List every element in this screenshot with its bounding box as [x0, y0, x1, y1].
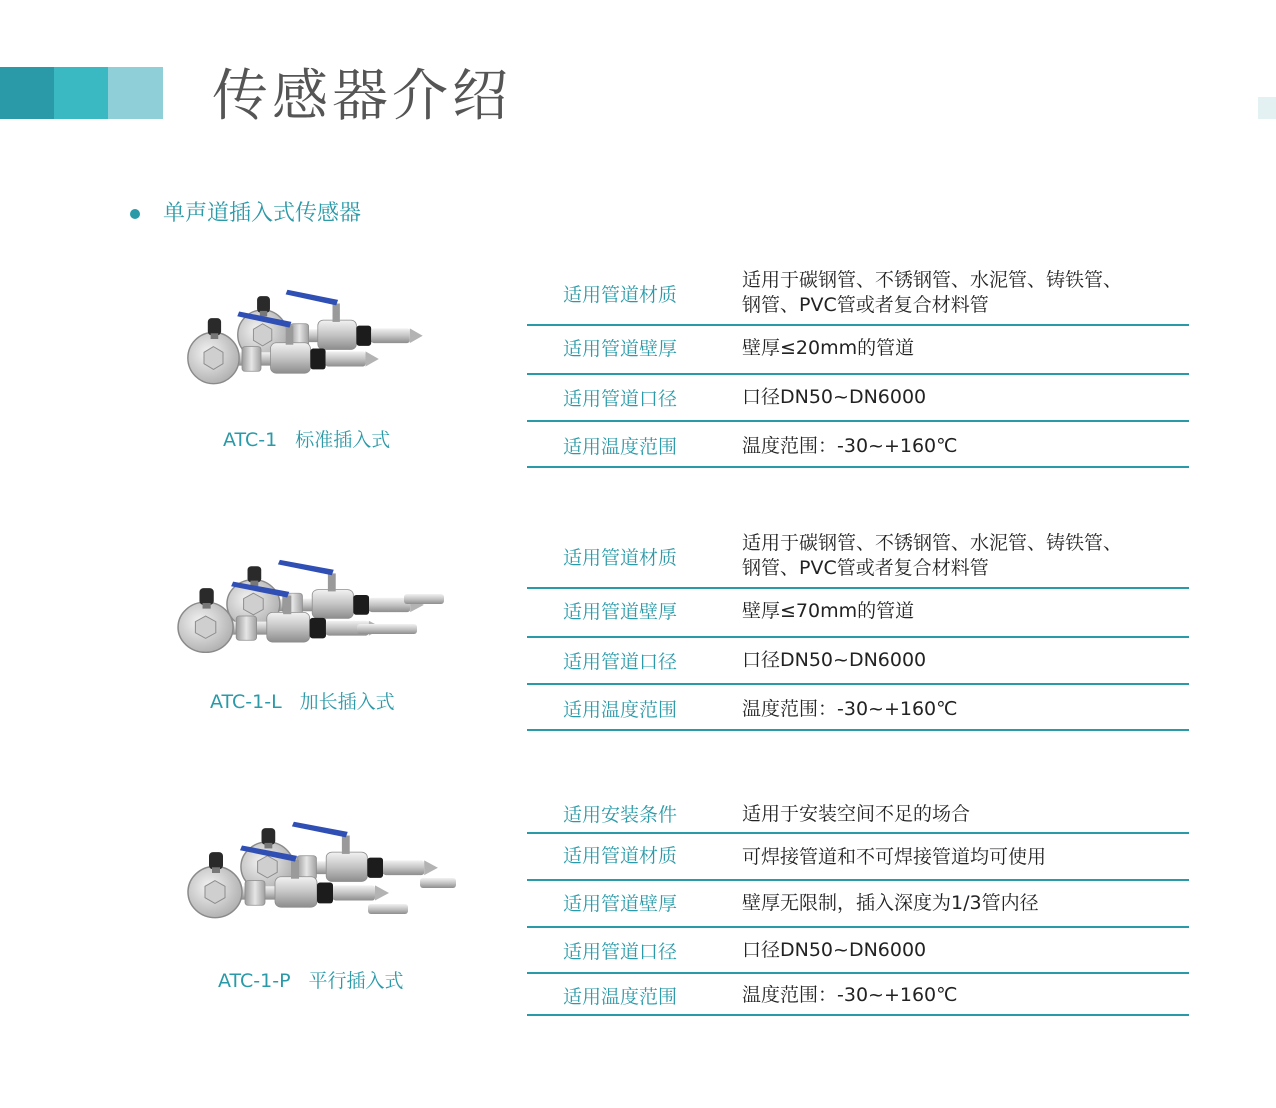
row-divider	[527, 324, 1189, 326]
row-divider	[527, 1014, 1189, 1016]
product-caption	[210, 689, 395, 715]
product-type: 平行插入式	[308, 970, 404, 992]
spec-value: 口径DN50~DN6000	[742, 386, 927, 408]
row-divider	[527, 587, 1189, 589]
spec-label: 适用温度范围	[563, 436, 678, 458]
spec-value: 壁厚无限制，插入深度为1/3管内径	[742, 892, 1039, 914]
spec-label: 适用温度范围	[563, 986, 678, 1008]
spec-value: 适用于安装空间不足的场合	[742, 803, 971, 825]
spec-value-line: 适用于碳钢管、不锈钢管、水泥管、铸铁管、	[742, 532, 1123, 554]
corner-decoration	[1258, 97, 1276, 119]
sensor-image-atc-1-p	[180, 818, 465, 936]
product-model: ATC-1	[223, 429, 278, 451]
spec-value: 壁厚≤20mm的管道	[742, 337, 915, 359]
sensor-image-atc-1-l	[172, 556, 462, 668]
sensor-image-atc-1	[180, 288, 440, 398]
spec-label: 适用管道材质	[563, 547, 678, 569]
row-divider	[527, 466, 1189, 468]
spec-value-line: 钢管、PVC管或者复合材料管	[742, 557, 989, 579]
product-model: ATC-1-P	[218, 970, 291, 992]
spec-label: 适用管道壁厚	[563, 893, 678, 915]
title-block-mid	[54, 67, 108, 119]
product-caption	[218, 968, 404, 994]
spec-value	[742, 268, 1122, 318]
product-model: ATC-1-L	[210, 691, 282, 713]
spec-value: 温度范围：-30~+160℃	[742, 435, 958, 457]
bullet-dot-icon	[130, 209, 140, 219]
spec-label: 适用温度范围	[563, 699, 678, 721]
spec-value: 口径DN50~DN6000	[742, 649, 927, 671]
spec-label: 适用管道口径	[563, 651, 678, 673]
row-divider	[527, 879, 1189, 881]
title-block-dark	[0, 67, 54, 119]
product-type: 标准插入式	[295, 429, 391, 451]
row-divider	[527, 373, 1189, 375]
spec-value: 口径DN50~DN6000	[742, 939, 927, 961]
spec-label: 适用管道材质	[563, 284, 678, 306]
row-divider	[527, 832, 1189, 834]
spec-value	[742, 531, 1122, 581]
row-divider	[527, 636, 1189, 638]
page-title: 传感器介绍	[212, 64, 512, 129]
spec-value-line: 适用于碳钢管、不锈钢管、水泥管、铸铁管、	[742, 269, 1123, 291]
row-divider	[527, 420, 1189, 422]
spec-label: 适用管道口径	[563, 941, 678, 963]
spec-value: 温度范围：-30~+160℃	[742, 698, 958, 720]
title-block-light	[108, 67, 163, 119]
spec-label: 适用管道材质	[563, 845, 678, 867]
spec-label: 适用安装条件	[563, 804, 678, 826]
row-divider	[527, 683, 1189, 685]
spec-label: 适用管道口径	[563, 388, 678, 410]
spec-value: 壁厚≤70mm的管道	[742, 600, 915, 622]
section-subtitle: 单声道插入式传感器	[163, 201, 362, 226]
product-caption	[223, 427, 390, 453]
spec-label: 适用管道壁厚	[563, 338, 678, 360]
spec-value-line: 钢管、PVC管或者复合材料管	[742, 294, 989, 316]
spec-value: 温度范围：-30~+160℃	[742, 984, 958, 1006]
spec-value: 可焊接管道和不可焊接管道均可使用	[742, 846, 1047, 868]
row-divider	[527, 926, 1189, 928]
spec-label: 适用管道壁厚	[563, 601, 678, 623]
row-divider	[527, 729, 1189, 731]
row-divider	[527, 972, 1189, 974]
product-type: 加长插入式	[299, 691, 395, 713]
